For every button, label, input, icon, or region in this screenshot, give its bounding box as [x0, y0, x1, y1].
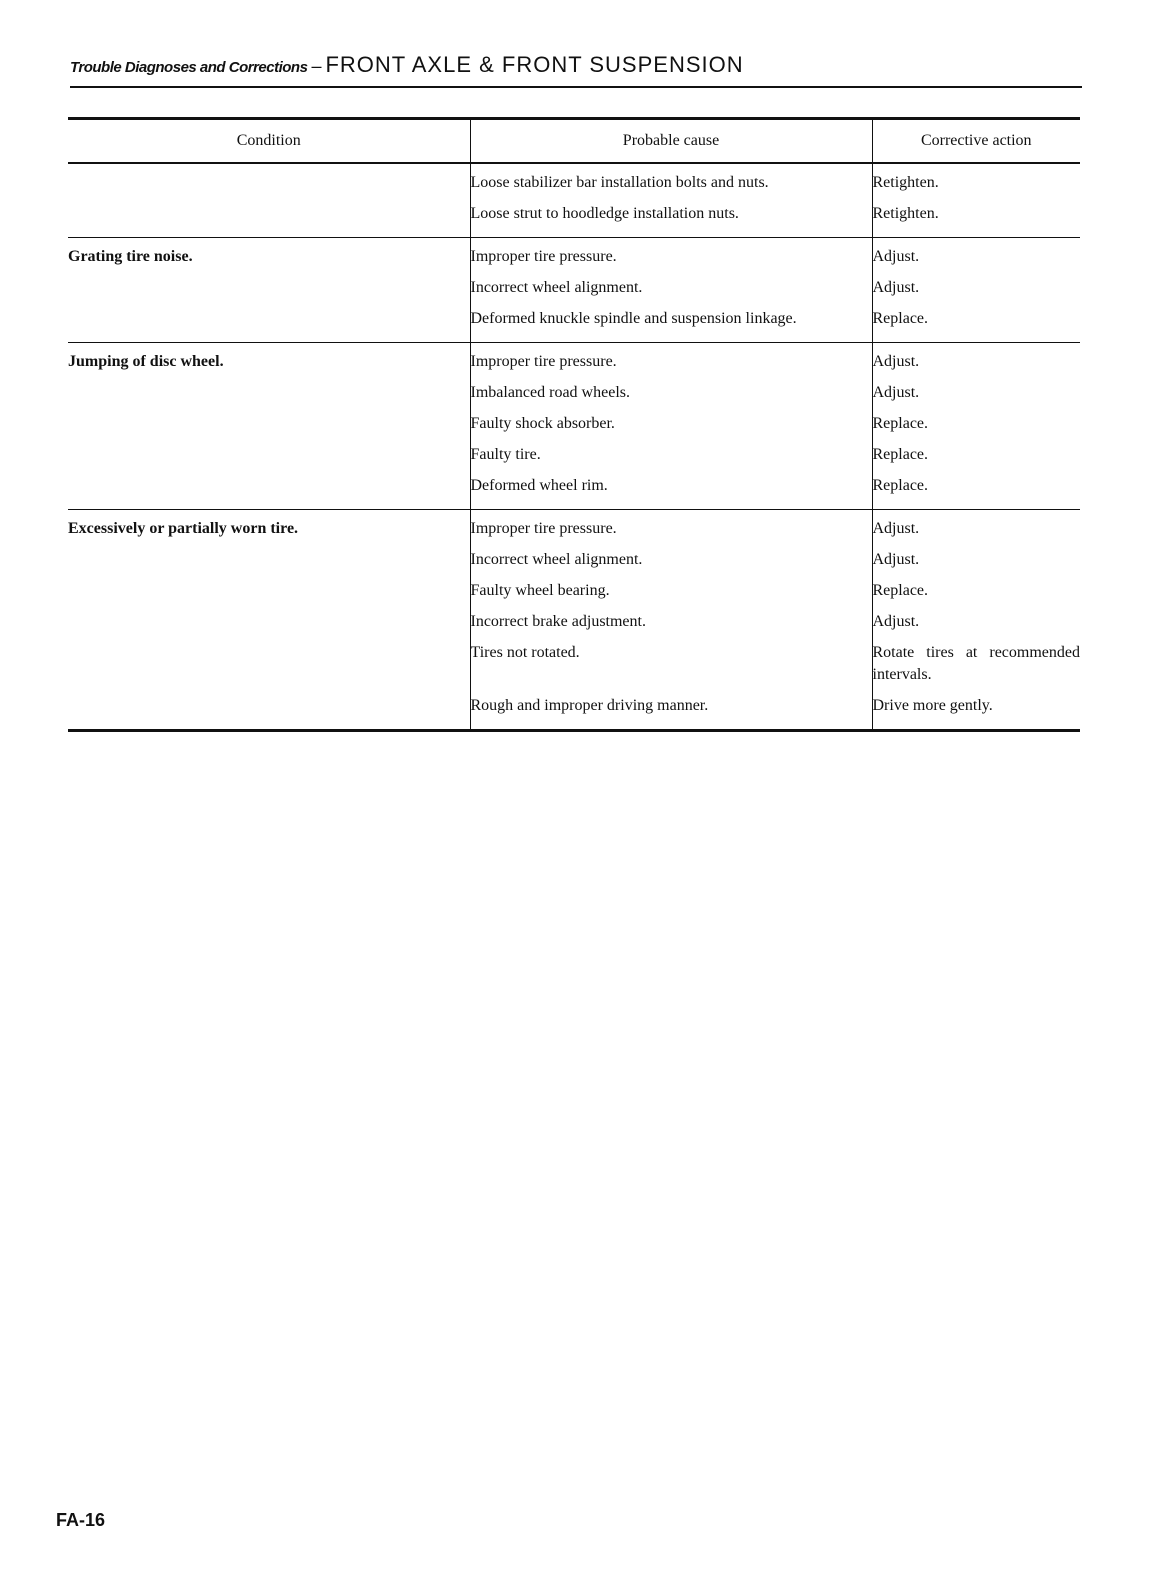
corrective-action-item: Adjust.	[872, 551, 920, 568]
header-separator: –	[311, 56, 322, 76]
corrective-action-item: Retighten.	[872, 205, 939, 222]
probable-cause-item: Faulty shock absorber.	[470, 415, 615, 432]
probable-cause-item: Incorrect wheel alignment.	[470, 551, 643, 568]
probable-cause-item: Incorrect wheel alignment.	[470, 279, 643, 296]
corrective-action-item: Adjust.	[872, 248, 920, 265]
corrective-action-item: Replace.	[872, 310, 929, 327]
header-subtitle: Trouble Diagnoses and Corrections	[70, 59, 308, 76]
diagnosis-table	[68, 117, 1080, 732]
corrective-action-item: Adjust.	[872, 613, 920, 630]
probable-cause-item: Loose strut to hoodledge installation nuts.	[470, 205, 739, 222]
column-header-corrective-action: Corrective action	[872, 119, 1080, 164]
probable-cause-item: Improper tire pressure.	[470, 248, 617, 265]
table-row	[68, 238, 1080, 343]
corrective-action-item: Replace.	[872, 477, 929, 494]
corrective-action-cell	[872, 163, 1080, 238]
probable-cause-item: Deformed wheel rim.	[470, 477, 608, 494]
table-row	[68, 510, 1080, 731]
corrective-action-item: Adjust.	[872, 353, 920, 370]
corrective-action-item: Retighten.	[872, 174, 939, 191]
corrective-action-item: Replace.	[872, 415, 929, 432]
probable-cause-item: Faulty wheel bearing.	[470, 582, 610, 599]
table-row	[68, 163, 1080, 238]
probable-cause-item: Improper tire pressure.	[470, 520, 617, 537]
probable-cause-item: Faulty tire.	[470, 446, 541, 463]
table-header	[68, 119, 1080, 164]
probable-cause-item: Incorrect brake adjustment.	[470, 613, 646, 630]
page-header	[70, 52, 1082, 88]
corrective-action-item: Adjust.	[872, 520, 920, 537]
corrective-action-item: Replace.	[872, 446, 929, 463]
corrective-action-item: Drive more gently.	[872, 697, 993, 714]
probable-cause-item: Deformed knuckle spindle and suspension linkage.	[470, 310, 797, 327]
condition-cell: Jumping of disc wheel.	[68, 353, 224, 370]
condition-cell	[68, 163, 470, 238]
probable-cause-item: Tires not rotated.	[470, 644, 580, 661]
column-header-probable-cause: Probable cause	[470, 119, 872, 164]
corrective-action-item: Adjust.	[872, 279, 920, 296]
probable-cause-cell	[470, 163, 872, 238]
corrective-action-cell	[872, 238, 1080, 343]
corrective-action-item: Replace.	[872, 582, 929, 599]
page-number: FA-16	[56, 1510, 106, 1530]
probable-cause-item: Imbalanced road wheels.	[470, 384, 630, 401]
probable-cause-item: Loose stabilizer bar installation bolts and nuts.	[470, 174, 769, 191]
probable-cause-cell	[470, 343, 872, 510]
table-body	[68, 163, 1080, 731]
corrective-action-item: Adjust.	[872, 384, 920, 401]
corrective-action-item: Rotate tires at recommended intervals.	[872, 644, 1080, 683]
corrective-action-cell	[872, 510, 1080, 731]
probable-cause-cell	[470, 510, 872, 731]
probable-cause-cell	[470, 238, 872, 343]
probable-cause-item: Improper tire pressure.	[470, 353, 617, 370]
condition-cell: Grating tire noise.	[68, 248, 193, 265]
condition-cell: Excessively or partially worn tire.	[68, 520, 299, 537]
column-header-condition: Condition	[236, 132, 301, 149]
header-title: FRONT AXLE & FRONT SUSPENSION	[325, 52, 744, 77]
corrective-action-cell	[872, 343, 1080, 510]
table-row	[68, 343, 1080, 510]
probable-cause-item: Rough and improper driving manner.	[470, 697, 709, 714]
